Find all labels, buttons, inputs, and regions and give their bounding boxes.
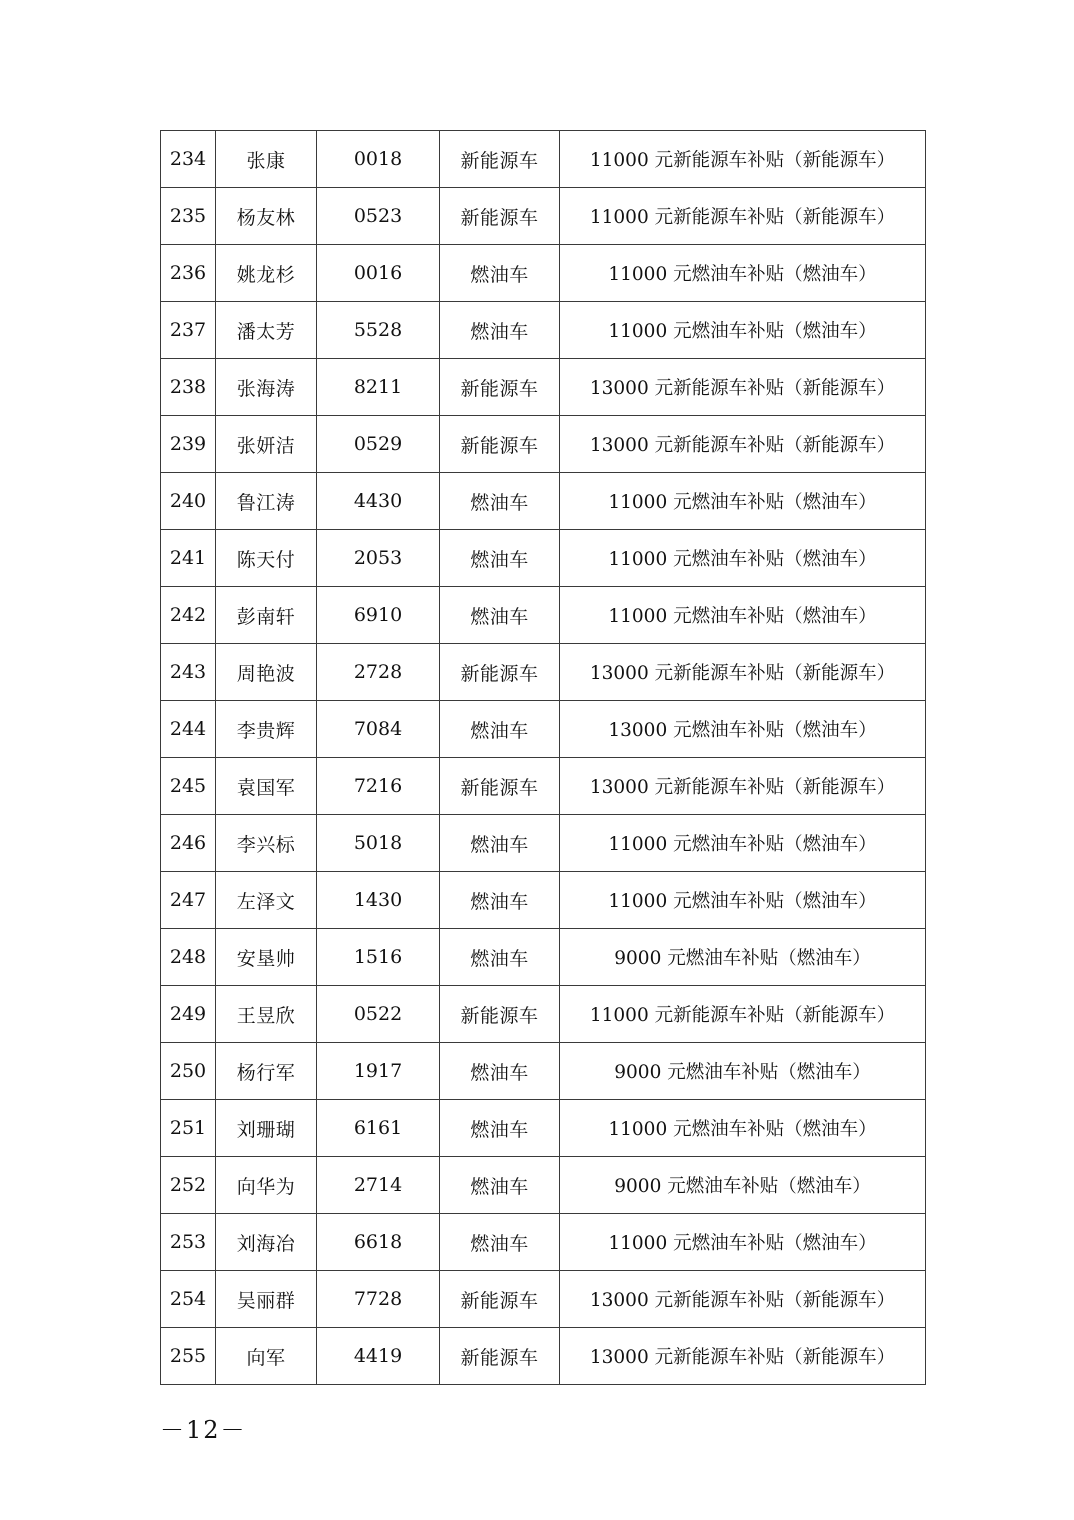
- code-cell: 4419: [317, 1328, 440, 1385]
- subsidy-cell: 13000 元新能源车补贴（新能源车）: [560, 1271, 926, 1328]
- applicant-name-cell: 张妍洁: [216, 416, 317, 473]
- subsidy-cell: 11000 元新能源车补贴（新能源车）: [560, 188, 926, 245]
- row-number-cell: 235: [161, 188, 216, 245]
- table-row: [161, 1100, 926, 1157]
- subsidy-cell: 13000 元燃油车补贴（燃油车）: [560, 701, 926, 758]
- row-number-cell: 253: [161, 1214, 216, 1271]
- applicant-name-cell: 周艳波: [216, 644, 317, 701]
- table-row: [161, 1271, 926, 1328]
- applicant-name-cell: 张康: [216, 131, 317, 188]
- subsidy-cell: 11000 元燃油车补贴（燃油车）: [560, 587, 926, 644]
- vehicle-type-cell: 燃油车: [440, 1214, 560, 1271]
- code-cell: 1430: [317, 872, 440, 929]
- code-cell: 7728: [317, 1271, 440, 1328]
- subsidy-cell: 11000 元燃油车补贴（燃油车）: [560, 815, 926, 872]
- row-number-cell: 240: [161, 473, 216, 530]
- applicant-name-cell: 潘太芳: [216, 302, 317, 359]
- code-cell: 2728: [317, 644, 440, 701]
- page-number: －12－: [160, 1416, 247, 1444]
- vehicle-type-cell: 新能源车: [440, 1328, 560, 1385]
- vehicle-type-cell: 燃油车: [440, 473, 560, 530]
- code-cell: 6161: [317, 1100, 440, 1157]
- row-number-cell: 245: [161, 758, 216, 815]
- row-number-cell: 236: [161, 245, 216, 302]
- applicant-name-cell: 张海涛: [216, 359, 317, 416]
- code-cell: 0018: [317, 131, 440, 188]
- table-row: [161, 359, 926, 416]
- table-row: [161, 473, 926, 530]
- vehicle-type-cell: 新能源车: [440, 416, 560, 473]
- vehicle-type-cell: 新能源车: [440, 359, 560, 416]
- subsidy-cell: 11000 元燃油车补贴（燃油车）: [560, 530, 926, 587]
- code-cell: 0523: [317, 188, 440, 245]
- row-number-cell: 248: [161, 929, 216, 986]
- applicant-name-cell: 李兴标: [216, 815, 317, 872]
- vehicle-type-cell: 燃油车: [440, 1100, 560, 1157]
- table-row: [161, 587, 926, 644]
- table-row: [161, 1157, 926, 1214]
- table-row: [161, 701, 926, 758]
- applicant-name-cell: 王昱欣: [216, 986, 317, 1043]
- vehicle-type-cell: 燃油车: [440, 872, 560, 929]
- subsidy-cell: 9000 元燃油车补贴（燃油车）: [560, 1157, 926, 1214]
- code-cell: 0016: [317, 245, 440, 302]
- code-cell: 8211: [317, 359, 440, 416]
- code-cell: 2714: [317, 1157, 440, 1214]
- applicant-name-cell: 向军: [216, 1328, 317, 1385]
- subsidy-table: [160, 130, 926, 1385]
- applicant-name-cell: 左泽文: [216, 872, 317, 929]
- vehicle-type-cell: 燃油车: [440, 530, 560, 587]
- row-number-cell: 250: [161, 1043, 216, 1100]
- applicant-name-cell: 陈天付: [216, 530, 317, 587]
- row-number-cell: 243: [161, 644, 216, 701]
- subsidy-cell: 11000 元新能源车补贴（新能源车）: [560, 131, 926, 188]
- row-number-cell: 255: [161, 1328, 216, 1385]
- table-row: [161, 986, 926, 1043]
- vehicle-type-cell: 新能源车: [440, 131, 560, 188]
- table-row: [161, 530, 926, 587]
- row-number-cell: 247: [161, 872, 216, 929]
- subsidy-cell: 13000 元新能源车补贴（新能源车）: [560, 359, 926, 416]
- applicant-name-cell: 吴丽群: [216, 1271, 317, 1328]
- applicant-name-cell: 安垦帅: [216, 929, 317, 986]
- applicant-name-cell: 姚龙杉: [216, 245, 317, 302]
- row-number-cell: 254: [161, 1271, 216, 1328]
- code-cell: 7216: [317, 758, 440, 815]
- row-number-cell: 237: [161, 302, 216, 359]
- row-number-cell: 251: [161, 1100, 216, 1157]
- vehicle-type-cell: 新能源车: [440, 986, 560, 1043]
- subsidy-cell: 11000 元燃油车补贴（燃油车）: [560, 473, 926, 530]
- vehicle-type-cell: 燃油车: [440, 245, 560, 302]
- subsidy-cell: 11000 元燃油车补贴（燃油车）: [560, 1100, 926, 1157]
- table-row: [161, 872, 926, 929]
- row-number-cell: 238: [161, 359, 216, 416]
- row-number-cell: 242: [161, 587, 216, 644]
- code-cell: 0529: [317, 416, 440, 473]
- subsidy-cell: 13000 元新能源车补贴（新能源车）: [560, 758, 926, 815]
- table-row: [161, 131, 926, 188]
- code-cell: 0522: [317, 986, 440, 1043]
- subsidy-cell: 13000 元新能源车补贴（新能源车）: [560, 644, 926, 701]
- row-number-cell: 241: [161, 530, 216, 587]
- row-number-cell: 246: [161, 815, 216, 872]
- code-cell: 2053: [317, 530, 440, 587]
- subsidy-cell: 11000 元燃油车补贴（燃油车）: [560, 1214, 926, 1271]
- table-row: [161, 1043, 926, 1100]
- code-cell: 7084: [317, 701, 440, 758]
- subsidy-cell: 13000 元新能源车补贴（新能源车）: [560, 416, 926, 473]
- vehicle-type-cell: 燃油车: [440, 587, 560, 644]
- table-row: [161, 758, 926, 815]
- vehicle-type-cell: 燃油车: [440, 701, 560, 758]
- table-row: [161, 815, 926, 872]
- vehicle-type-cell: 燃油车: [440, 815, 560, 872]
- table-row: [161, 1328, 926, 1385]
- table-row: [161, 302, 926, 359]
- row-number-cell: 252: [161, 1157, 216, 1214]
- table-row: [161, 188, 926, 245]
- vehicle-type-cell: 新能源车: [440, 644, 560, 701]
- applicant-name-cell: 袁国军: [216, 758, 317, 815]
- subsidy-cell: 13000 元新能源车补贴（新能源车）: [560, 1328, 926, 1385]
- applicant-name-cell: 向华为: [216, 1157, 317, 1214]
- applicant-name-cell: 彭南轩: [216, 587, 317, 644]
- row-number-cell: 239: [161, 416, 216, 473]
- applicant-name-cell: 刘海冶: [216, 1214, 317, 1271]
- vehicle-type-cell: 燃油车: [440, 929, 560, 986]
- code-cell: 4430: [317, 473, 440, 530]
- table-row: [161, 245, 926, 302]
- table-body: [161, 131, 926, 1385]
- subsidy-cell: 9000 元燃油车补贴（燃油车）: [560, 1043, 926, 1100]
- subsidy-cell: 11000 元燃油车补贴（燃油车）: [560, 302, 926, 359]
- vehicle-type-cell: 燃油车: [440, 1043, 560, 1100]
- code-cell: 1917: [317, 1043, 440, 1100]
- code-cell: 1516: [317, 929, 440, 986]
- code-cell: 6618: [317, 1214, 440, 1271]
- applicant-name-cell: 鲁江涛: [216, 473, 317, 530]
- applicant-name-cell: 刘珊瑚: [216, 1100, 317, 1157]
- row-number-cell: 249: [161, 986, 216, 1043]
- row-number-cell: 244: [161, 701, 216, 758]
- vehicle-type-cell: 燃油车: [440, 302, 560, 359]
- subsidy-cell: 11000 元燃油车补贴（燃油车）: [560, 872, 926, 929]
- vehicle-type-cell: 新能源车: [440, 758, 560, 815]
- vehicle-type-cell: 新能源车: [440, 188, 560, 245]
- row-number-cell: 234: [161, 131, 216, 188]
- table-row: [161, 416, 926, 473]
- table-row: [161, 929, 926, 986]
- subsidy-cell: 9000 元燃油车补贴（燃油车）: [560, 929, 926, 986]
- subsidy-cell: 11000 元燃油车补贴（燃油车）: [560, 245, 926, 302]
- applicant-name-cell: 杨友林: [216, 188, 317, 245]
- code-cell: 6910: [317, 587, 440, 644]
- applicant-name-cell: 杨行军: [216, 1043, 317, 1100]
- code-cell: 5528: [317, 302, 440, 359]
- subsidy-cell: 11000 元新能源车补贴（新能源车）: [560, 986, 926, 1043]
- vehicle-type-cell: 新能源车: [440, 1271, 560, 1328]
- applicant-name-cell: 李贵辉: [216, 701, 317, 758]
- code-cell: 5018: [317, 815, 440, 872]
- subsidy-table-container: [160, 130, 925, 1385]
- table-row: [161, 644, 926, 701]
- vehicle-type-cell: 燃油车: [440, 1157, 560, 1214]
- table-row: [161, 1214, 926, 1271]
